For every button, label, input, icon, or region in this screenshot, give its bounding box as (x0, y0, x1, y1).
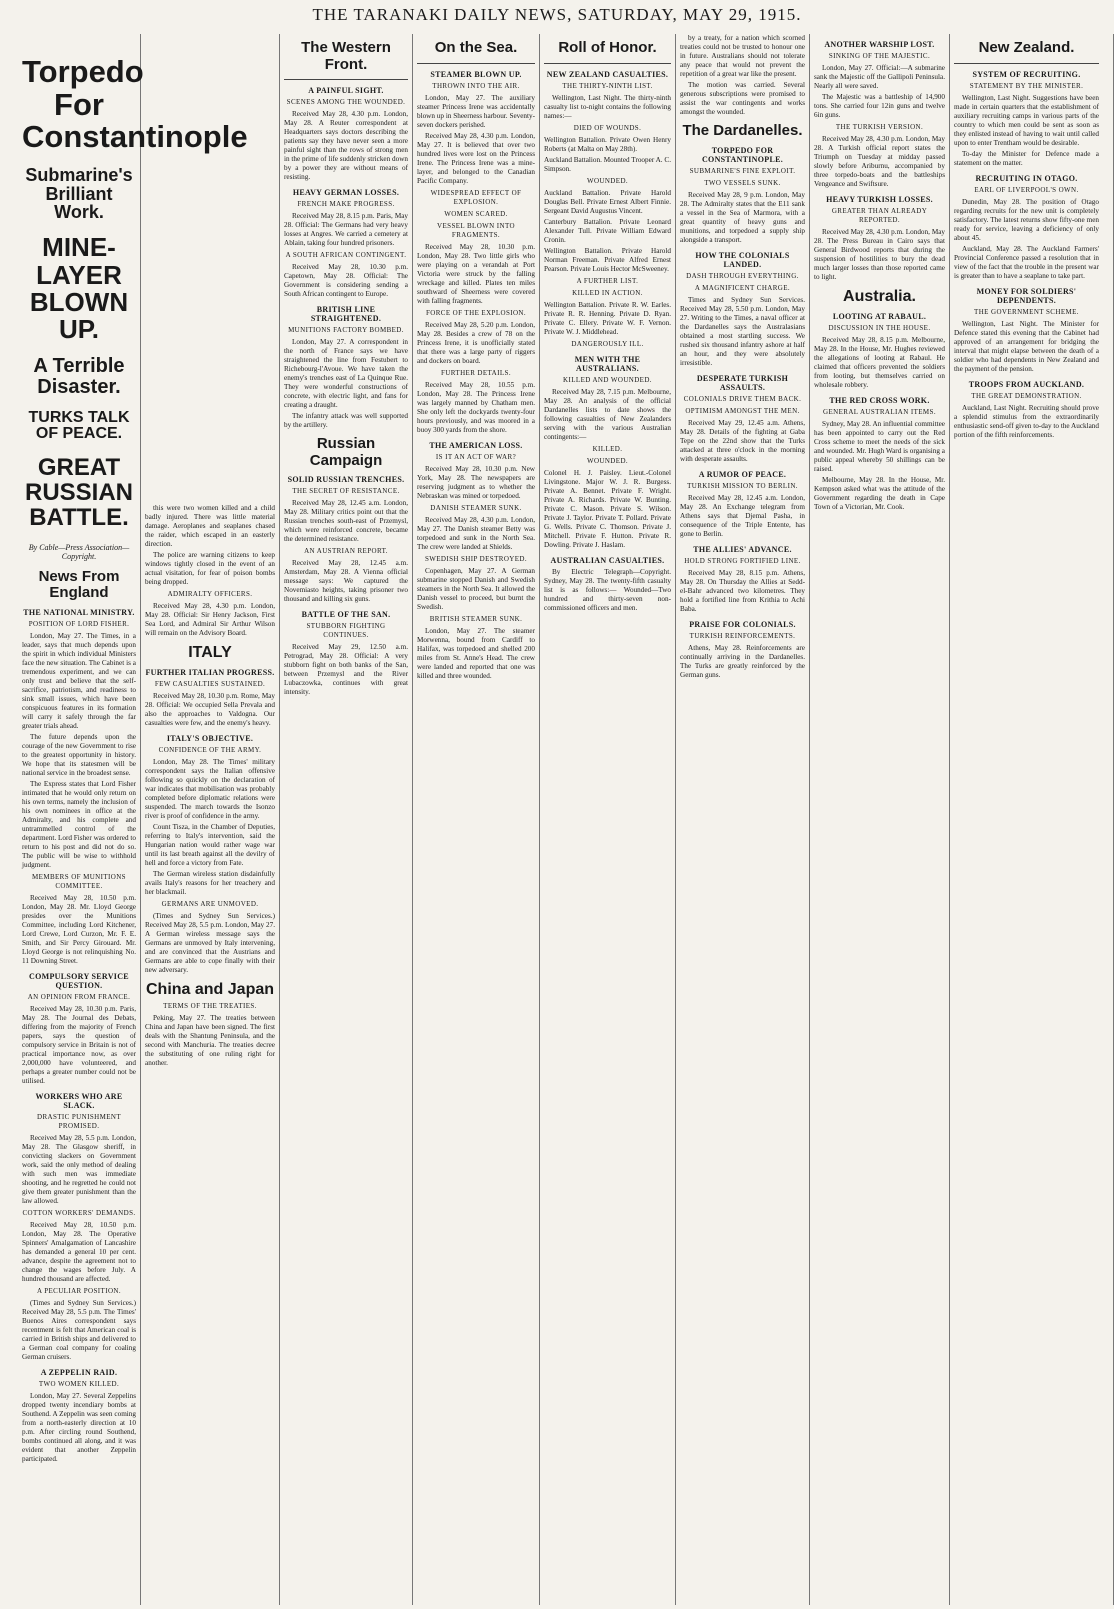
paragraph: Wellington, Last Night. The Minister for Defence stated this evening that the Cabinet had approved of an arrangement for bridging the interval that might elapse between the death of a soldier who had dependents in New Zealand and the payment of the pension. (954, 319, 1099, 373)
column-5 (540, 34, 676, 1605)
paragraph: Received May 29, 12.50 a.m. Petrograd, May 28. Official: A very stubborn fight on both banks of the San, between Przemysl and the River Lubaczowka, continues with great intensity. (284, 643, 408, 696)
sub-head-small: TURKISH REINFORCEMENTS. (689, 631, 796, 640)
sub-head: STEAMER BLOWN UP. (430, 69, 522, 79)
newspaper-masthead: THE TARANAKI DAILY NEWS, SATURDAY, MAY 29, 1915. (312, 5, 802, 24)
section-dardanelles: The Dardanelles. (682, 122, 803, 139)
paragraph: London, May 27. The auxiliary steamer Princess Irene was accidentally blown up in Sheerness harbour. Seventy-seven dockers perished. (417, 93, 535, 129)
section-western-front: The Western Front. (301, 39, 391, 73)
column-7 (810, 34, 950, 1605)
sub-head-small: POSITION OF LORD FISHER. (28, 619, 130, 628)
paragraph: Copenhagen, May 27. A German submarine stopped Danish and Swedish steamers in the North Sea. It allowed the Danish vessel to proceed, but burnt the Swedish. (417, 566, 535, 611)
casualty-list: Canterbury Battalion. Private Leonard Alexander Tull. Private William Edward Cronin. (544, 217, 671, 244)
paragraph: By Electric Telegraph—Copyright. Sydney, May 28. The twenty-fifth casualty list is as follows:— Wounded—Two hundred and thirty-seven non-commissioned officers and men. (544, 567, 671, 612)
paragraph: London, May 27. A correspondent in the north of France says we have straightened the line from Festubert to Richebourg-l'Avoue. We have taken the enemy's trenches east of La Quinque Rue. They were wonderful constructions of concrete, with electric light, and fans for creating a draught. (284, 338, 408, 409)
paragraph: Received May 28, 12.45 a.m. London, May 28. Military critics point out that the Russian trenches south-east of Przemysl, which were reinforced concrete, became the determined resistance. (284, 499, 408, 543)
sub-head-small: TWO WOMEN KILLED. (38, 1379, 120, 1388)
sub-head-small: AN AUSTRIAN REPORT. (304, 547, 388, 555)
sub-head: MEN WITH THE AUSTRALIANS. (574, 354, 641, 373)
casualty-list: Wellington Battalion. Private Harold Norman Freeman. Private Alfred Ernest Pearson. Private Louis Hector McSweeney. (544, 246, 671, 273)
paragraph: Received May 28, 4.30 p.m. London, May 28. A Turkish official report states the Triumph on Tuesday at midday passed slowly before Ariburnu, accompanied by three torpedo-boats and the battleships Vengeance and Swiftsure. (814, 135, 945, 188)
sub-head: FURTHER ITALIAN PROGRESS. (145, 667, 275, 677)
sub-head: TROOPS FROM AUCKLAND. (968, 379, 1085, 389)
sub-head: COMPULSORY SERVICE QUESTION. (29, 971, 129, 990)
sub-head-small: GENERAL AUSTRALIAN ITEMS. (823, 407, 936, 416)
paragraph: Received May 28, 4.30 p.m. London, May 28. The Press Bureau in Cairo says that General Birdwood reports that during the suspension of hostilities to bury the dead much larger losses than those reported came to light. (814, 228, 945, 281)
section-on-the-sea: On the Sea. (434, 39, 518, 56)
sub-head: THE NATIONAL MINISTRY. (23, 607, 135, 617)
sub-head: SYSTEM OF RECRUITING. (972, 69, 1081, 79)
paragraph: Received May 28, 10.30 p.m. New York, May 28. The newspapers are reserving judgment as to whether the Nebraskan was mined or torpedoed. (417, 464, 535, 500)
sub-head-small: GERMANS ARE UNMOVED. (161, 899, 259, 908)
sub-head: LOOTING AT RABAUL. (832, 311, 927, 321)
sub-head-small: THE THIRTY-NINTH LIST. (562, 81, 653, 90)
paragraph: The Majestic was a battleship of 14,900 tons. She carried four 12in guns and twelve 6in guns. (814, 93, 945, 119)
paragraph: Wellington, Last Night. The thirty-ninth casualty list to-night contains the following names:— (544, 93, 671, 120)
paragraph: Count Tisza, in the Chamber of Deputies, referring to Italy's intervention, said the Hungarian nation would rather wage war until its last breath against all the devilry of hell and force a victory from Fate. (145, 822, 275, 867)
paragraph: (Times and Sydney Sun Services.) Received May 28, 5.5 p.m. The Times' Buenos Aires correspondent says recentment is felt that American coal is carried in British ships and delivered to a German coal company for coaling German cruisers. (22, 1298, 136, 1361)
sub-head-small: DISCUSSION IN THE HOUSE. (828, 323, 931, 332)
sub-head-small: SUBMARINE'S FINE EXPLOIT. (689, 166, 796, 175)
paragraph: Received May 28, 8.15 p.m. Melbourne, May 28. In the House, Mr. Hughes reviewed the allegations of looting at Rabaul. He claimed that officers prevented the soldiers from looting, but themselves carried on wholesale robbery. (814, 335, 945, 389)
divider (417, 63, 535, 64)
sub-head-small: WIDESPREAD EFFECT OF EXPLOSION. (430, 188, 522, 206)
divider (544, 63, 671, 64)
paragraph: Received May 28, 10.50 p.m. London, May 28. Mr. Lloyd George presides over the Munitions Committee, including Lord Kitchener, Lord Crewe, Lord Curzon, Mr. F. E. Smith, and Sir Percy Girouard. Mr. Lloyd George is not relinquishing No. 11 Downing Street. (22, 893, 136, 965)
paragraph: Received May 28, 4.30 p.m. London, May 27. It is believed that over two hundred lives were lost on the Princess Irene. The Princess Irene was a mine-layer, and belonged to the Canadian Pacific Company. (417, 131, 535, 185)
sub-head-small: THE TURKISH VERSION. (835, 123, 924, 131)
sub-head: RECRUITING IN OTAGO. (975, 173, 1078, 183)
paragraph: Received May 28, 10.55 p.m. London, May 28. The Princess Irene was largely manned by Chatham men. She only left the dockyards twenty-four hours previously, and was moored in a buoy 300 yards from the shore. (417, 380, 535, 434)
paragraph: Received May 28, 9 p.m. London, May 28. The Admiralty states that the E11 sank a vessel in the Sea of Marmora, with a great quantity of heavy guns and munitions, and torpedoed a supply ship alongside a transport. (680, 190, 805, 244)
column-4 (413, 34, 540, 1605)
paragraph: The future depends upon the courage of the new Government to rise to the greatest opportunity in history. We hope that its statesmen will be national service in the broadest sense. (22, 732, 136, 777)
paragraph: The German wireless station disdainfully avails Italy's reasons for her treachery and her blackmail. (145, 869, 275, 896)
paragraph: The motion was carried. Several generous subscriptions were promised to assist the war contingents and works amongst the wounded. (680, 81, 805, 116)
sub-head-small: STUBBORN FIGHTING CONTINUES. (306, 622, 386, 639)
casualty-list: Wellington Battalion. Private Owen Henry Roberts (at Malta on May 28th). (544, 135, 671, 153)
sub-head: A PAINFUL SIGHT. (308, 86, 384, 95)
sub-head: HOW THE COLONIALS LANDED. (695, 250, 790, 269)
headline-submarine: Submarine's Brilliant Work. (25, 164, 133, 223)
sub-head-small: HOLD STRONG FORTIFIED LINE. (684, 556, 801, 565)
paragraph: Melbourne, May 28. In the House, Mr. Kempson asked what was the attitude of the Government regarding the death in Cape Town of a Victorian, Mr. Cook. (814, 475, 945, 511)
sub-head-small: THE GOVERNMENT SCHEME. (974, 307, 1079, 316)
sub-head: NEW ZEALAND CASUALTIES. (546, 69, 669, 79)
paragraph: London, May 27. The Times, in a leader, says that much depends upon the spirit in which individual Ministers face the new situation. The Cabinet is a tremendous experiment, and we can only trust and believe that the self-sacrifice, patriotism, and readiness to sink small issues, which have been conspicuous features in its formation will carry it safely through the far greater trials ahead. (22, 631, 136, 730)
paragraph: Athens, May 28. Reinforcements are continually arriving in the Dardanelles. The Turks are greatly reinforced by the German guns. (680, 643, 805, 679)
sub-head-small: COTTON WORKERS' DEMANDS. (22, 1208, 136, 1217)
paragraph: To-day the Minister for Defence made a statement on the matter. (954, 149, 1099, 167)
paragraph: Peking, May 27. The treaties between China and Japan have been signed. The first deals with the Shantung Peninsula, and the second with Manchuria. The treaties decree the substituting of one ruling right for another. (145, 1014, 275, 1068)
column-8 (950, 34, 1114, 1605)
paragraph: Received May 28, 5.5 p.m. London, May 28. The Glasgow sheriff, in convicting slackers on Government work, said the only method of dealing with such men was immediate shooting, and he regretted he could not give them greater punishment than the law allowed. (22, 1133, 136, 1205)
headline-mine-layer: MINE-LAYER BLOWN UP. (29, 232, 129, 345)
section-italy: ITALY (188, 644, 232, 661)
sub-head-small: FURTHER DETAILS. (441, 368, 511, 377)
sub-head: DESPERATE TURKISH ASSAULTS. (696, 373, 789, 392)
headline-russian-battle: GREAT RUSSIAN BATTLE. (24, 454, 133, 532)
paragraph: by a treaty, for a nation which scorned treaties could not be trusted to honour one in future. Australians should not tolerate any peace that would not prevent the repetition of a great war like the present. (680, 34, 805, 78)
sub-head-small: WOMEN SCARED. (444, 209, 508, 218)
sub-head-small: A MAGNIFICENT CHARGE. (694, 283, 791, 292)
paragraph: Received May 28, 4.30 p.m. London, May 28. A Reuter correspondent at Headquarters says doctors describing the patients say they have never seen a more painful sight than the rows of strong men in the prime of life suddenly stricken down by a power they are without means of resisting. (284, 110, 408, 181)
sub-head-small: A SOUTH AFRICAN CONTINGENT. (285, 251, 407, 259)
sub-head-small: FORCE OF THE EXPLOSION. (425, 308, 527, 317)
casualty-list: Colonel H. J. Paisley. Lieut.-Colonel Livingstone. Major W. J. R. Burgess. Private A. Bennet. Private F. Wright. Private A. Richards. Private W. Bunting. Private C. Mason. Private S. Wilson. Private J. Taylor. Private T. Pollard. Private G. Wells. Private C. Thomson. Private J. Mitchell. Private F. Hutton. Private R. Dowling. Private J. Haslam. (544, 468, 671, 549)
sub-head: ITALY'S OBJECTIVE. (166, 733, 254, 743)
headline-turks-peace: TURKS TALK OF PEACE. (28, 408, 130, 443)
sub-head-small: WOUNDED. (586, 176, 629, 185)
paragraph: Received May 28, 10.50 p.m. London, May 28. The Operative Spinners' Amalgamation of Lancashire has demanded a general 10 per cent. advance, despite the agreement not to change the wages before July. A hundred thousand are affected. (22, 1220, 136, 1283)
paragraph: Received May 28, 8.15 p.m. Paris, May 28. Official: The Germans had very heavy losses at Angres. We carried a cemetery at Ablain, taking four hundred prisoners. (284, 212, 408, 247)
section-news-from-england: News From England (38, 567, 120, 602)
sub-head: PRAISE FOR COLONIALS. (689, 619, 796, 629)
sub-head: THE RED CROSS WORK. (829, 395, 930, 405)
paragraph: The police are warning citizens to keep windows tightly closed in the event of an actual visitation, for fear of poison bombs being dropped. (145, 551, 275, 586)
column-3 (280, 34, 413, 1605)
paragraph: (Times and Sydney Sun Services.) Received May 28, 5.5 p.m. London, May 27. A German wireless message says the Germans are unmoved by Italy intervening, and are convinced that the Austrians and Germans are able to cope finally with their new adversary. (145, 911, 275, 974)
section-roll-of-honor: Roll of Honor. (558, 39, 657, 56)
sub-head-small: DANISH STEAMER SUNK. (430, 503, 522, 512)
sub-head-small: STATEMENT BY THE MINISTER. (969, 81, 1084, 90)
casualty-list: Wellington Battalion. Private R. W. Earles. Private R. R. Henning. Private D. Ryan. Private C. Ellery. Private W. F. Vernon. Private W. J. Middlehead. (544, 300, 671, 336)
sub-head: THE ALLIES' ADVANCE. (693, 544, 792, 554)
paragraph: Received May 28, 10.30 p.m. Capetown, May 28. Official: The Government is considering sending a South African contingent to Europe. (284, 263, 408, 298)
sub-head: BATTLE OF THE SAN. (301, 610, 391, 619)
sub-head-small: DASH THROUGH EVERYTHING. (686, 271, 799, 280)
sub-head: TORPEDO FOR CONSTANTINOPLE. (701, 145, 784, 164)
sub-head-small: COLONIALS DRIVE THEM BACK. (683, 394, 802, 403)
sub-head-small: AN OPINION FROM FRANCE. (27, 992, 131, 1001)
sub-head-small: IS IT AN ACT OF WAR? (435, 452, 517, 461)
sub-head-small: A FURTHER LIST. (576, 276, 639, 285)
paragraph: Received May 28, 12.45 a.m. London, May 28. An Exchange telegram from Athens says that Djemal Pasha, in consequence of the Triple Entente, has gone to Berlin. (680, 493, 805, 538)
paragraph: Times and Sydney Sun Services. Received May 28, 5.50 p.m. London, May 27. Writing to the Times, a naval officer at the Dardanelles says the Australasians obtained a most startling success. We rushed six thousand infantry ashore at half an hour, and they were absolutely irresistible. (680, 295, 805, 367)
paragraph: Received May 28, 10.30 p.m. Rome, May 28. Official: We occupied Sella Prevala and also the approaches to Valdogna. Our casualties were few, and the enemy's heavy. (145, 691, 275, 727)
paragraph: Sydney, May 28. An influential committee has been appointed to carry out the Red Cross scheme to meet the needs of the sick and wounded. Mr. Hugh Ward is organising a public appeal whereby 50 shillings can be raised. (814, 419, 945, 473)
divider (954, 63, 1099, 64)
paragraph: The infantry attack was well supported by the artillery. (284, 412, 408, 429)
paragraph: Dunedin, May 28. The position of Otago regarding recruits for the new unit is completely satisfactory. The latest returns show fifty-one men ready for service, leaving a deficiency of only about 45. (954, 197, 1099, 242)
sub-head-small: KILLED. (592, 444, 623, 453)
sub-head-small: THE SECRET OF RESISTANCE. (292, 487, 400, 495)
sub-head-small: EARL OF LIVERPOOL'S OWN. (974, 185, 1079, 194)
sub-head: HEAVY TURKISH LOSSES. (826, 195, 933, 204)
sub-head: WORKERS WHO ARE SLACK. (35, 1091, 123, 1110)
sub-head-small: DANGEROUSLY ILL. (571, 339, 644, 348)
paragraph: London, May 27. Several Zeppelins dropped twenty incendiary bombs at Southend. A Zeppelin was seen coming from a north-easterly direction at 10 p.m. After circling round Southend, bombs continued all along, and it was evident that another Zeppelin participated. (22, 1391, 136, 1463)
paragraph: Received May 28, 10.30 p.m. Paris, May 28. The Journal des Debats, differing from the majority of French papers, says the question of compulsory service in Britain is not of practical importance now, as over 2,000,000 have volunteered, and perhaps a greater number could not be utilised. (22, 1004, 136, 1085)
sub-head-small: CONFIDENCE OF THE ARMY. (158, 745, 262, 754)
sub-head-small: A PECULIAR POSITION. (36, 1286, 122, 1295)
byline: By Cable—Press Association—Copyright. (28, 542, 130, 561)
sub-head-small: KILLED AND WOUNDED. (563, 375, 652, 384)
sub-head-small: TERMS OF THE TREATIES. (163, 1002, 257, 1011)
paragraph: London, May 27. Official:—A submarine sank the Majestic off the Gallipoli Peninsula. Nearly all were saved. (814, 64, 945, 90)
headline-torpedo: Torpedo For Constantinople (22, 54, 248, 155)
column-6 (676, 34, 810, 1605)
section-russian-campaign: Russian Campaign (309, 435, 383, 469)
paragraph: Received May 29, 12.45 a.m. Athens, May 28. Details of the fighting at Gaba Tepe on the 22nd show that the Turks attacked at three o'clock in the morning with desperate assaults. (680, 418, 805, 463)
paragraph: Received May 28, 12.45 a.m. Amsterdam, May 28. A Vienna official message says: We captured the Novemiasto heights, taking prisoner two thousand and killing six guns. (284, 559, 408, 603)
sub-head: BRITISH LINE STRAIGHTENED. (310, 305, 382, 323)
sub-head-small: MEMBERS OF MUNITIONS COMMITTEE. (32, 872, 126, 890)
sub-head-small: MUNITIONS FACTORY BOMBED. (288, 326, 404, 334)
paragraph: Received May 28, 7.15 p.m. Melbourne, May 28. An analysis of the official Dardanelles lists to date shows the following casualties of New Zealanders serving with the various Australian contingents:— (544, 387, 671, 441)
sub-head: ANOTHER WARSHIP LOST. (824, 40, 935, 49)
sub-head-small: TURKISH MISSION TO BERLIN. (687, 481, 798, 490)
paragraph: Received May 28, 5.20 p.m. London, May 28. Besides a crew of 78 on the Princess Irene, it is unofficially stated that there was a large party of riggers and dockers on board. (417, 320, 535, 365)
paragraph: Auckland, Last Night. Recruiting should prove a splendid stimulus from the extraordinarily enthusiastic send-off given to-day to the Auckland portion of the fifth reinforcements. (954, 403, 1099, 439)
paragraph: London, May 27. The steamer Morwenna, bound from Cardiff to Halifax, was torpedoed and shelled 200 miles from St. Anne's Head. The crew were landed and reported that one was killed and three wounded. (417, 626, 535, 680)
sub-head: A ZEPPELIN RAID. (40, 1367, 118, 1377)
sub-head: AUSTRALIAN CASUALTIES. (550, 555, 665, 565)
sub-head-small: OPTIMISM AMONGST THE MEN. (685, 406, 800, 415)
section-new-zealand: New Zealand. (978, 39, 1075, 56)
sub-head: A RUMOR OF PEACE. (698, 469, 787, 479)
paragraph: Received May 28, 10.30 p.m. London, May 28. Two little girls who were playing on a verandah at Port Victoria were struck by the falling wreckage and killed. Plates ten miles southward of Sheerness were covered with falling fragments. (417, 242, 535, 305)
paragraph: Received May 28, 8.15 p.m. Athens, May 28. On Thursday the Allies at Sedd-el-Bahr advanced two kilometres. They hold a fortified line from Krithia to Achi Baba. (680, 568, 805, 613)
sub-head-small: THE GREAT DEMONSTRATION. (971, 391, 1082, 400)
sub-head-small: VESSEL BLOWN INTO FRAGMENTS. (437, 221, 515, 239)
section-australia: Australia. (843, 288, 916, 305)
sub-head-small: SINKING OF THE MAJESTIC. (828, 52, 931, 60)
divider (284, 79, 408, 80)
sub-head-small: BRITISH STEAMER SUNK. (429, 614, 523, 623)
casualty-list: Auckland Battalion. Private Harold Douglas Bell. Private Ernest Albert Finnie. Sergeant David Augustus Vincent. (544, 188, 671, 215)
sub-head-small: GREATER THAN ALREADY REPORTED. (831, 207, 928, 224)
sub-head-small: SWEDISH SHIP DESTROYED. (424, 554, 528, 563)
sub-head-small: DRASTIC PUNISHMENT PROMISED. (36, 1112, 121, 1130)
sub-head-small: DIED OF WOUNDS. (573, 123, 642, 132)
section-china-japan: China and Japan (145, 980, 275, 998)
sub-head-small: WOUNDED. (586, 456, 629, 465)
paragraph: Wellington, Last Night. Suggestions have been made in certain quarters that the establishment of auxiliary recruiting camps in various parts of the country to which men could be sent as soon as they enlisted instead of having to wait until called upon to enter Trentham would be desirable. (954, 93, 1099, 147)
sub-head-small: THROWN INTO THE AIR. (432, 81, 520, 90)
paragraph: Received May 28, 4.30 p.m. London, May 27. The Danish steamer Betty was torpedoed and sunk in the North Sea. The crew were landed at Shields. (417, 515, 535, 551)
sub-head-small: KILLED IN ACTION. (572, 288, 643, 297)
sub-head-small: ADMIRALTY OFFICERS. (167, 590, 253, 598)
paragraph: London, May 28. The Times' military correspondent says the Italian offensive following so quickly on the declaration of war indicates that mobilisation was probably completed before diplomatic relations were suspended. The march towards the Isonzo river is proof of confidence in the army. (145, 757, 275, 820)
paragraph: this were two women killed and a child badly injured. There was little material damage. Aeroplanes and seaplanes chased the raider, which escaped in an easterly direction. (145, 504, 275, 548)
casualty-list: Auckland Battalion. Mounted Trooper A. C. Simpson. (544, 155, 671, 173)
sub-head-small: FEW CASUALTIES SUSTAINED. (154, 679, 266, 688)
sub-head-small: SCENES AMONG THE WOUNDED. (286, 98, 406, 106)
paragraph: The Express states that Lord Fisher intimated that he would only return on his own terms, namely the inclusion of his own nominees in office at the Admiralty, and his complete and untrammelled control of the department. Lord Fisher was ordered to return to his post and did not do so. The public will be wise to withhold judgment. (22, 779, 136, 869)
paragraph: Received May 28, 4.30 p.m. London, May 28. Official: Sir Henry Jackson, First Sea Lord, and Admiral Sir Arthur Wilson will remain on the Advisory Board. (145, 602, 275, 637)
sub-head: HEAVY GERMAN LOSSES. (292, 188, 400, 197)
sub-head-small: FRENCH MAKE PROGRESS. (297, 200, 395, 208)
paragraph: Auckland, May 28. The Auckland Farmers' Provincial Conference passed a resolution that in view of the fact that the trouble in the present war is greater than to have a seaplane to take part. (954, 244, 1099, 280)
sub-head: THE AMERICAN LOSS. (429, 440, 523, 450)
headline-terrible-disaster: A Terrible Disaster. (33, 354, 125, 398)
column-2 (141, 34, 280, 1605)
sub-head: SOLID RUSSIAN TRENCHES. (287, 475, 405, 484)
sub-head: MONEY FOR SOLDIERS' DEPENDENTS. (976, 286, 1077, 305)
sub-head-small: TWO VESSELS SUNK. (704, 178, 781, 187)
